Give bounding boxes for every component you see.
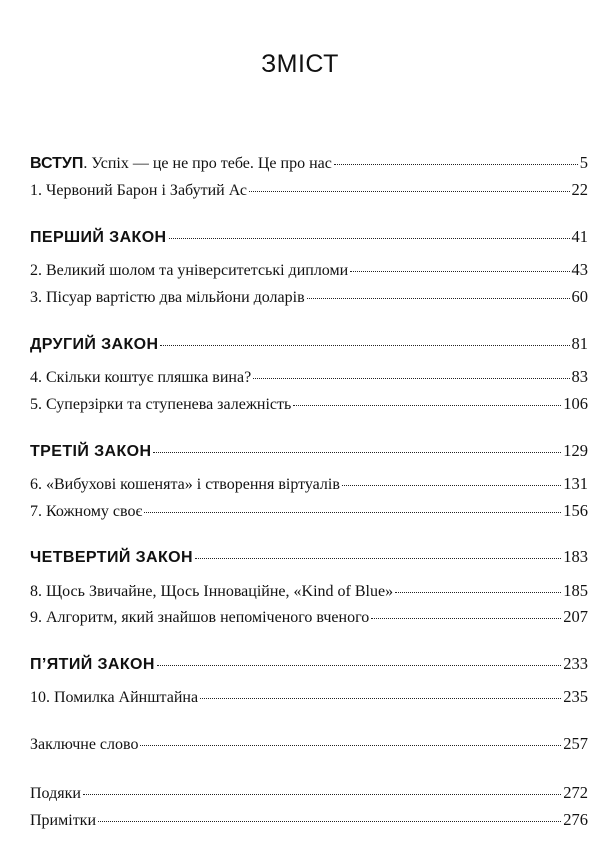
toc-entry-conclusion[interactable]	[30, 734, 588, 754]
toc-entry-title: 9. Алгоритм, який знайшов непоміченого вченого	[30, 609, 370, 626]
toc-page-number: 22	[571, 180, 588, 199]
toc-entry-title: ТРЕТІЙ ЗАКОН	[30, 443, 152, 460]
toc-entry-chapter-3[interactable]	[30, 287, 588, 307]
toc-entry-acknowledgements[interactable]	[30, 783, 588, 803]
toc-page-number: 106	[563, 394, 588, 413]
toc-page-number: 276	[563, 810, 588, 829]
toc-entry-chapter-7[interactable]	[30, 501, 588, 521]
toc-entry-title: 2. Великий шолом та університетські дипломи	[30, 262, 349, 279]
toc-page-number: 81	[571, 334, 588, 353]
toc-entry-title: ПЕРШИЙ ЗАКОН	[30, 229, 167, 246]
dot-leader	[98, 821, 561, 822]
toc-page-number: 60	[571, 287, 588, 306]
dot-leader	[160, 345, 569, 346]
toc-entry-chapter-8[interactable]	[30, 581, 588, 601]
toc-page-number: 83	[571, 367, 588, 386]
dot-leader	[195, 558, 561, 559]
dot-leader	[169, 238, 570, 239]
toc-page-number: 156	[563, 501, 588, 520]
dot-leader	[144, 512, 561, 513]
toc-entry-chapter-9[interactable]	[30, 607, 588, 627]
toc-entry-title: 5. Суперзірки та ступенева залежність	[30, 396, 292, 413]
toc-entry-chapter-1[interactable]	[30, 180, 588, 200]
toc-entry-notes[interactable]	[30, 810, 588, 830]
toc-entry-title: Примітки	[30, 812, 97, 829]
toc-entry-law-2[interactable]	[30, 334, 588, 354]
dot-leader	[342, 485, 561, 486]
dot-leader	[140, 745, 561, 746]
toc-page-number: 272	[563, 783, 588, 802]
toc-entry-chapter-5[interactable]	[30, 394, 588, 414]
toc-entry-title: Заключне слово	[30, 736, 139, 753]
toc-page-number: 233	[563, 654, 588, 673]
dot-leader	[157, 665, 561, 666]
toc-entry-title: ДРУГИЙ ЗАКОН	[30, 336, 159, 353]
dot-leader	[249, 191, 570, 192]
toc-entry-title: П’ЯТИЙ ЗАКОН	[30, 656, 155, 673]
dot-leader	[371, 618, 561, 619]
dot-leader	[293, 405, 561, 406]
dot-leader	[153, 452, 561, 453]
toc-page-number: 5	[579, 153, 588, 172]
toc-entry-chapter-4[interactable]	[30, 367, 588, 387]
toc-page-number: 129	[563, 441, 588, 460]
dot-leader	[83, 794, 561, 795]
toc-entry-law-5[interactable]	[30, 654, 588, 674]
toc-page-number: 183	[563, 547, 588, 566]
toc-page-number: 43	[571, 260, 588, 279]
toc-page-number: 185	[563, 581, 588, 600]
toc-entry-law-3[interactable]	[30, 441, 588, 461]
dot-leader	[334, 164, 578, 165]
toc-entry-title: 8. Щось Звичайне, Щось Інноваційне, «Kind of Blue»	[30, 583, 394, 600]
toc-entry-title: 10. Помилка Айнштайна	[30, 689, 199, 706]
intro-label-rest: . Успіх — це не про тебе. Це про нас	[83, 155, 332, 172]
toc-page-number: 257	[563, 734, 588, 753]
toc-entry-title: 6. «Вибухові кошенята» і створення віртуалів	[30, 476, 340, 493]
dot-leader	[307, 298, 570, 299]
dot-leader	[200, 698, 561, 699]
toc-entry-title: 3. Пісуар вартістю два мільйони доларів	[30, 289, 305, 306]
toc-entry-title: 1. Червоний Барон і Забутий Ас	[30, 182, 247, 199]
dot-leader	[350, 271, 569, 272]
toc-entry-law-1[interactable]	[30, 227, 588, 247]
toc-entry-title: Подяки	[30, 785, 81, 802]
toc-entry-chapter-6[interactable]	[30, 474, 588, 494]
intro-label-bold: ВСТУП	[30, 155, 84, 172]
toc-entry-title	[30, 155, 332, 173]
toc-page-number: 235	[563, 687, 588, 706]
toc-page-number: 131	[563, 474, 588, 493]
toc-entry-intro[interactable]	[30, 153, 588, 173]
toc-entry-law-4[interactable]	[30, 547, 588, 567]
toc-entry-chapter-10[interactable]	[30, 687, 588, 707]
toc-entry-title: ЧЕТВЕРТИЙ ЗАКОН	[30, 549, 193, 566]
page-title: ЗМІСТ	[261, 50, 339, 78]
toc-entry-chapter-2[interactable]	[30, 260, 588, 280]
toc-entry-title: 4. Скільки коштує пляшка вина?	[30, 369, 252, 386]
dot-leader	[253, 378, 569, 379]
dot-leader	[395, 592, 561, 593]
toc-page-number: 41	[571, 227, 588, 246]
toc-page-number: 207	[563, 607, 588, 626]
toc-entry-title: 7. Кожному своє	[30, 503, 143, 520]
